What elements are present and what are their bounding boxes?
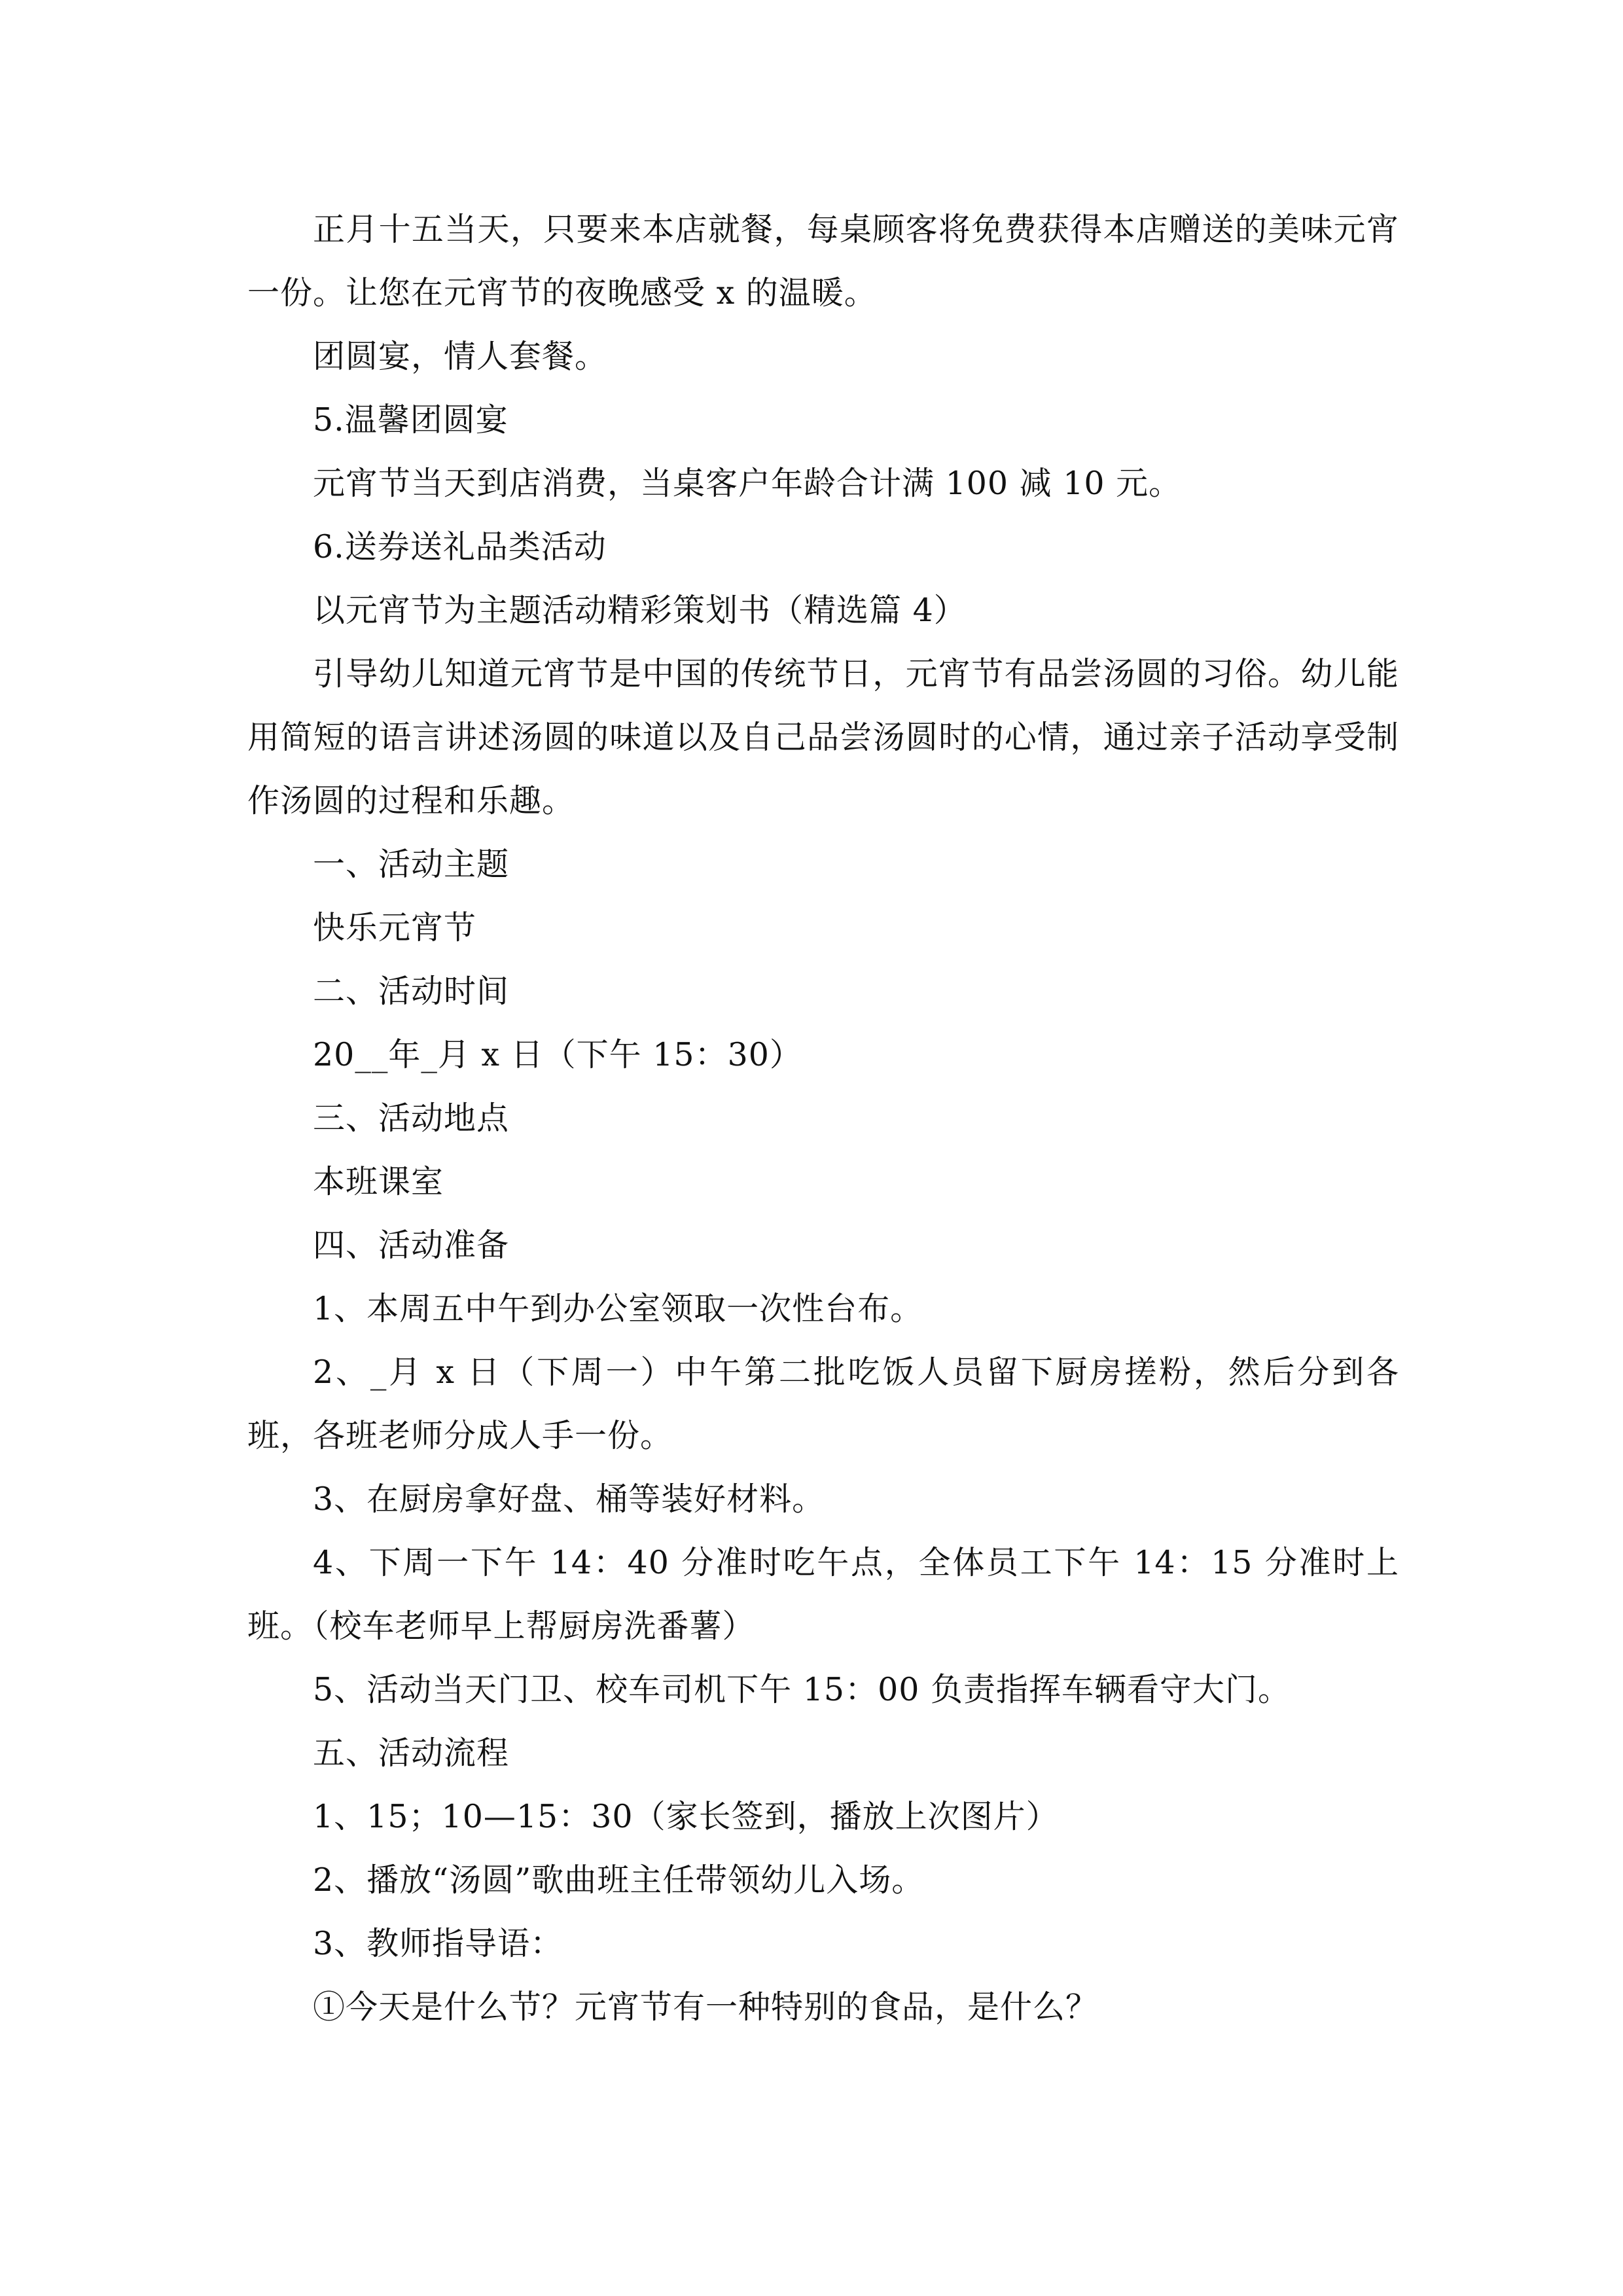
paragraph: 本班课室 [313,1163,444,1200]
list-item: 1、15；10—15：30（家长签到，播放上次图片） [313,1798,1059,1835]
section-heading: 二、活动时间 [313,973,510,1010]
list-item: 5、活动当天门卫、校车司机下午 15：00 负责指挥车辆看守大门。 [313,1671,1291,1708]
list-item: ①今天是什么节？元宵节有一种特别的食品，是什么？ [313,1988,1099,2026]
section-heading: 四、活动准备 [313,1227,510,1264]
paragraph: 快乐元宵节 [313,909,477,946]
section-heading: 三、活动地点 [313,1100,510,1137]
paragraph: 元宵节当天到店消费，当桌客户年龄合计满 100 减 10 元。 [313,465,1182,502]
section-heading: 5.温馨团圆宴 [313,401,508,439]
section-heading: 6.送券送礼品类活动 [313,528,607,565]
list-item: 4、下周一下午 14：40 分准时吃午点，全体员工下午 14：15 分准时上班。（校车老师早上帮厨房洗番薯） [247,1544,1399,1645]
list-item: 2、_月 x 日（下周一）中午第二批吃饭人员留下厨房搓粉，然后分到各班，各班老师分成人手一份。 [247,1354,1399,1454]
list-item: 2、播放“汤圆”歌曲班主任带领幼儿入场。 [313,1861,925,1899]
paragraph: 正月十五当天，只要来本店就餐，每桌顾客将免费获得本店赠送的美味元宵一份。让您在元宵节的夜晚感受 x 的温暖。 [247,211,1399,312]
paragraph: 20__年_月 x 日（下午 15：30） [313,1036,802,1073]
document-title: 以元宵节为主题活动精彩策划书（精选篇 4） [313,592,967,629]
section-heading: 一、活动主题 [313,846,510,883]
list-item: 3、在厨房拿好盘、桶等装好材料。 [313,1480,825,1518]
paragraph: 团圆宴，情人套餐。 [313,338,608,375]
paragraph: 引导幼儿知道元宵节是中国的传统节日，元宵节有品尝汤圆的习俗。幼儿能用简短的语言讲述汤圆的味道以及自己品尝汤圆时的心情，通过亲子活动享受制作汤圆的过程和乐趣。 [247,655,1399,819]
document-body [247,198,1399,2039]
list-item: 1、本周五中午到办公室领取一次性台布。 [313,1290,923,1327]
list-item: 3、教师指导语： [313,1925,563,1962]
section-heading: 五、活动流程 [313,1734,510,1772]
